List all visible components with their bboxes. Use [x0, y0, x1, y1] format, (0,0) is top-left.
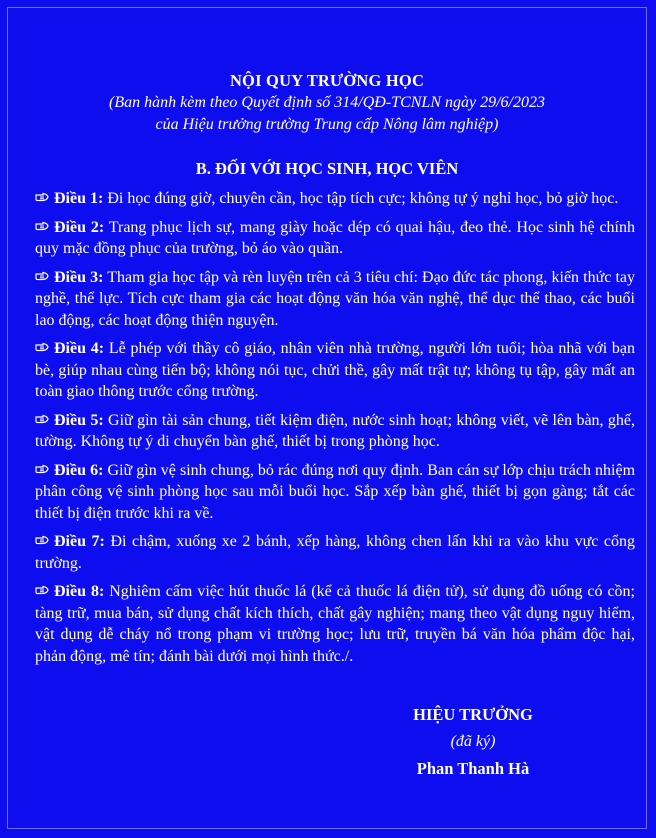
- signature-note: (đã ký): [450, 733, 496, 750]
- rule-text: Giữ gìn vệ sinh chung, bỏ rác đúng nơi quy định. Ban cán sự lớp chịu trách nhiệm phân công vệ sinh phòng học sau mỗi buổi học. Sắp xếp bàn ghế, thiết bị gọn gàng; tắt các thiết bị điện trước khi ra về.: [35, 461, 636, 522]
- section-heading: B. ĐỐI VỚI HỌC SINH, HỌC VIÊN: [195, 159, 459, 178]
- document-header: [8, 70, 646, 136]
- pointing-hand-icon: [35, 535, 49, 545]
- signature-title: HIỆU TRƯỞNG: [413, 705, 533, 724]
- rule-item: [35, 581, 635, 667]
- pointing-hand-icon: [35, 342, 49, 352]
- rule-text: Đi chậm, xuống xe 2 bánh, xếp hàng, không chen lấn khi ra vào khu vực cổng trường.: [35, 533, 636, 572]
- rules-list: [35, 188, 635, 674]
- rule-label: Điều 8:: [54, 583, 105, 600]
- rule-label: Điều 6:: [54, 461, 104, 479]
- rule-item: [35, 217, 635, 260]
- rule-text: Giữ gìn tài sản chung, tiết kiệm điện, nước sinh hoạt; không viết, vẽ lên bàn, ghế, tường. Không tự ý di chuyển bàn ghế, thiết bị trong phòng học.: [35, 411, 635, 450]
- rule-text: Nghiêm cấm việc hút thuốc lá (kể cả thuốc lá điện tử), sử dụng đồ uống có cồn; tàng trữ, mua bán, sử dụng chất kích thích, chất gây nghiện; mang theo vật dụng nguy hiểm, vật dụng dễ cháy nổ trong phạm vi trường học; lưu trữ, truyền bá văn hóa phẩm độc hại, phản động, mê tín; đánh bài dưới mọi hình thức./.: [35, 583, 636, 665]
- pointing-hand-icon: [35, 414, 49, 424]
- rule-text: Đi học đúng giờ, chuyên cần, học tập tích cực; không tự ý nghỉ học, bỏ giờ học.: [107, 190, 619, 207]
- document-subtitle-line2: của Hiệu trưởng trường Trung cấp Nông lâm nghiệp): [155, 116, 499, 133]
- pointing-hand-icon: [35, 221, 49, 231]
- signatory-name: Phan Thanh Hà: [416, 759, 530, 778]
- notice-board: [7, 7, 647, 829]
- rule-item: [35, 267, 635, 332]
- rule-label: Điều 7:: [54, 533, 105, 550]
- document-title: NỘI QUY TRƯỜNG HỌC: [229, 71, 425, 90]
- rule-label: Điều 2:: [54, 218, 105, 236]
- pointing-hand-icon: [35, 271, 49, 281]
- pointing-hand-icon: [35, 192, 49, 202]
- rule-item: [35, 188, 635, 210]
- pointing-hand-icon: [35, 464, 49, 474]
- rule-text: Lễ phép với thầy cô giáo, nhân viên nhà trường, người lớn tuổi; hòa nhã với bạn bè, giúp nhau cùng tiến bộ; không nói tục, chửi thề, gây mất trật tự; không tụ tập, gây mất an toàn giao thông trước cổng trường.: [35, 340, 636, 400]
- rule-item: [35, 410, 635, 453]
- rule-item: [35, 531, 635, 574]
- rule-label: Điều 5:: [54, 411, 104, 429]
- rule-text: Tham gia học tập và rèn luyện trên cả 3 tiêu chí: Đạo đức tác phong, kiến thức tay nghề, thể lực. Tích cực tham gia các hoạt động văn hóa văn nghệ, thể dục thể thao, các buổi lao động, các hoạt động thiện nguyện.: [35, 268, 636, 329]
- rule-item: [35, 460, 635, 525]
- rule-label: Điều 4:: [54, 340, 105, 357]
- document-subtitle-line1: (Ban hành kèm theo Quyết định số 314/QĐ-TCNLN ngày 29/6/2023: [109, 94, 545, 111]
- rule-item: [35, 338, 635, 403]
- pointing-hand-icon: [35, 585, 49, 595]
- rule-text: Trang phục lịch sự, mang giày hoặc dép có quai hậu, đeo thẻ. Học sinh hệ chính quy mặc đồng phục của trường, bỏ áo vào quần.: [35, 218, 636, 257]
- rule-label: Điều 3:: [54, 268, 104, 286]
- rule-label: Điều 1:: [54, 190, 104, 207]
